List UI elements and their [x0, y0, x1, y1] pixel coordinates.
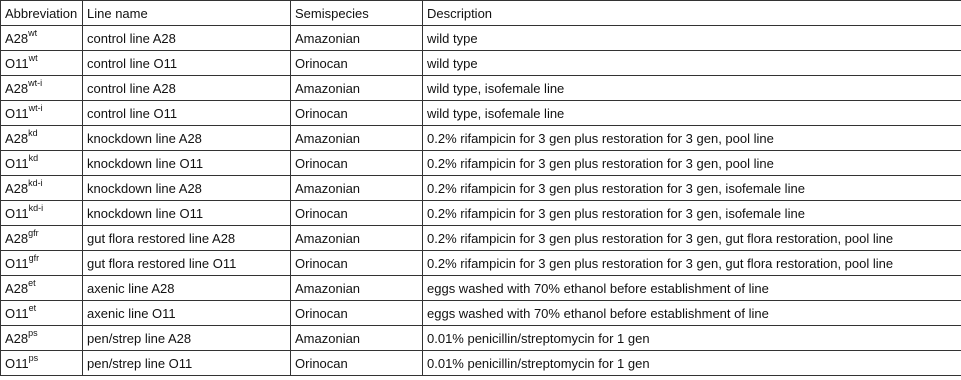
line-name-cell: pen/strep line A28	[83, 326, 291, 351]
abbreviation-cell	[1, 176, 83, 201]
table-row	[1, 201, 961, 226]
table-row	[1, 251, 961, 276]
abbreviation-base: O11	[5, 155, 29, 171]
line-name-cell: control line O11	[83, 101, 291, 126]
description-cell: 0.01% penicillin/streptomycin for 1 gen	[423, 326, 961, 351]
semispecies-cell: Amazonian	[291, 176, 423, 201]
abbreviation-cell	[1, 326, 83, 351]
abbreviation-base: O11	[5, 305, 29, 321]
abbreviation-base: A28	[5, 280, 29, 296]
description-cell: eggs washed with 70% ethanol before establishment of line	[423, 276, 961, 301]
abbreviation-superscript: kd-i	[28, 177, 43, 188]
line-name-cell: gut flora restored line A28	[83, 226, 291, 251]
abbreviation-base: O11	[5, 355, 29, 371]
abbreviation-base: A28	[5, 80, 29, 96]
abbreviation-base: O11	[5, 255, 29, 271]
abbreviation-superscript: et	[28, 277, 36, 288]
description-cell: eggs washed with 70% ethanol before establishment of line	[423, 301, 961, 326]
description-cell: wild type, isofemale line	[423, 101, 961, 126]
abbreviation-cell	[1, 126, 83, 151]
abbreviation-cell	[1, 301, 83, 326]
table-row	[1, 51, 961, 76]
table-row	[1, 151, 961, 176]
table-body	[1, 26, 961, 376]
description-cell: wild type	[423, 51, 961, 76]
table-row	[1, 276, 961, 301]
semispecies-cell: Orinocan	[291, 351, 423, 376]
description-cell: wild type	[423, 26, 961, 51]
abbreviation-base: O11	[5, 55, 29, 71]
abbreviation-base: A28	[5, 230, 29, 246]
line-name-cell: knockdown line A28	[83, 126, 291, 151]
table-row	[1, 26, 961, 51]
line-name-cell: control line A28	[83, 26, 291, 51]
line-name-cell: control line A28	[83, 76, 291, 101]
description-cell: 0.2% rifampicin for 3 gen plus restoration for 3 gen, gut flora restoration, pool line	[423, 251, 961, 276]
semispecies-cell: Amazonian	[291, 26, 423, 51]
semispecies-cell: Orinocan	[291, 101, 423, 126]
abbreviation-base: A28	[5, 130, 29, 146]
description-cell: 0.2% rifampicin for 3 gen plus restoration for 3 gen, isofemale line	[423, 201, 961, 226]
abbreviation-cell	[1, 201, 83, 226]
line-name-cell: knockdown line O11	[83, 201, 291, 226]
description-cell: 0.2% rifampicin for 3 gen plus restoration for 3 gen, pool line	[423, 151, 961, 176]
abbreviation-superscript: wt-i	[28, 102, 43, 113]
description-cell: 0.2% rifampicin for 3 gen plus restoration for 3 gen, pool line	[423, 126, 961, 151]
description-cell: 0.2% rifampicin for 3 gen plus restoration for 3 gen, isofemale line	[423, 176, 961, 201]
table-row	[1, 126, 961, 151]
abbreviation-cell	[1, 351, 83, 376]
abbreviation-superscript: kd	[28, 152, 39, 163]
abbreviation-superscript: gfr	[28, 252, 40, 263]
line-name-cell: knockdown line A28	[83, 176, 291, 201]
abbreviation-cell	[1, 76, 83, 101]
semispecies-cell: Amazonian	[291, 226, 423, 251]
table-row	[1, 76, 961, 101]
abbreviation-superscript: wt-i	[28, 77, 43, 88]
abbreviation-cell	[1, 151, 83, 176]
abbreviation-cell	[1, 51, 83, 76]
header-semispecies: Semispecies	[291, 1, 423, 26]
line-name-cell: axenic line O11	[83, 301, 291, 326]
abbreviation-cell	[1, 251, 83, 276]
line-name-cell: pen/strep line O11	[83, 351, 291, 376]
abbreviation-superscript: kd	[28, 127, 38, 138]
line-name-cell: axenic line A28	[83, 276, 291, 301]
abbreviation-base: A28	[5, 330, 29, 346]
header-abbreviation: Abbreviation	[1, 1, 83, 26]
header-description: Description	[423, 1, 961, 26]
abbreviation-superscript: ps	[28, 352, 39, 363]
abbreviation-base: A28	[5, 30, 29, 46]
abbreviation-base: O11	[5, 105, 29, 121]
semispecies-cell: Orinocan	[291, 251, 423, 276]
table-row	[1, 226, 961, 251]
semispecies-cell: Amazonian	[291, 126, 423, 151]
abbreviation-cell	[1, 226, 83, 251]
description-cell: 0.2% rifampicin for 3 gen plus restoration for 3 gen, gut flora restoration, pool line	[423, 226, 961, 251]
table-row	[1, 351, 961, 376]
semispecies-cell: Amazonian	[291, 76, 423, 101]
abbreviation-superscript: gfr	[28, 227, 39, 238]
abbreviation-base: O11	[5, 205, 29, 221]
table-row	[1, 301, 961, 326]
abbreviation-cell	[1, 26, 83, 51]
table-row	[1, 101, 961, 126]
line-name-cell: gut flora restored line O11	[83, 251, 291, 276]
abbreviation-superscript: wt	[28, 52, 38, 63]
abbreviation-base: A28	[5, 180, 29, 196]
abbreviation-cell	[1, 276, 83, 301]
semispecies-cell: Orinocan	[291, 201, 423, 226]
abbreviation-superscript: ps	[28, 327, 38, 338]
table-row	[1, 326, 961, 351]
description-cell: 0.01% penicillin/streptomycin for 1 gen	[423, 351, 961, 376]
abbreviation-superscript: kd-i	[28, 202, 44, 213]
semispecies-cell: Orinocan	[291, 51, 423, 76]
abbreviation-superscript: wt	[28, 27, 38, 38]
table-row	[1, 176, 961, 201]
description-cell: wild type, isofemale line	[423, 76, 961, 101]
line-name-cell: knockdown line O11	[83, 151, 291, 176]
abbreviation-superscript: et	[28, 302, 37, 313]
semispecies-cell: Orinocan	[291, 151, 423, 176]
line-name-cell: control line O11	[83, 51, 291, 76]
semispecies-cell: Orinocan	[291, 301, 423, 326]
header-line-name: Line name	[83, 1, 291, 26]
abbreviation-cell	[1, 101, 83, 126]
header-row	[1, 1, 961, 26]
semispecies-cell: Amazonian	[291, 326, 423, 351]
semispecies-cell: Amazonian	[291, 276, 423, 301]
